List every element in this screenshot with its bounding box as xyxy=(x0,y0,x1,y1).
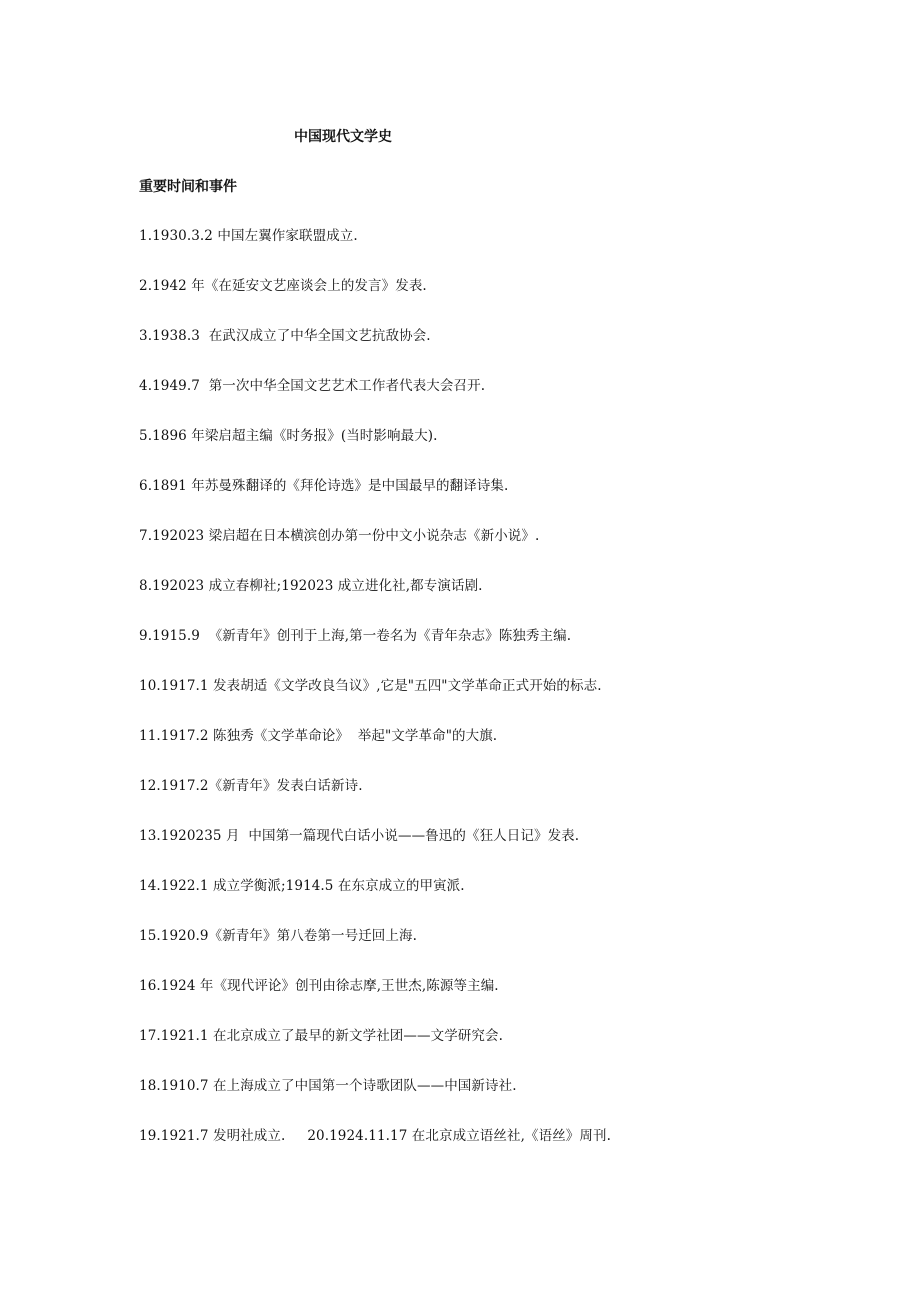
event-item: 18.1910.7 在上海成立了中国第一个诗歌团队——中国新诗社. xyxy=(139,1078,517,1094)
event-item: 3.1938.3 在武汉成立了中华全国文艺抗敌协会. xyxy=(139,328,431,344)
event-item: 2.1942 年《在延安文艺座谈会上的发言》发表. xyxy=(139,278,427,294)
section-heading: 重要时间和事件 xyxy=(139,179,237,195)
event-item: 8.192023 成立春柳社;192023 成立进化社,都专演话剧. xyxy=(139,578,483,594)
event-item: 11.1917.2 陈独秀《文学革命论》 举起"文学革命"的大旗. xyxy=(139,728,498,744)
event-item: 15.1920.9《新青年》第八卷第一号迁回上海. xyxy=(139,928,417,944)
event-item: 9.1915.9 《新青年》创刊于上海,第一卷名为《青年杂志》陈独秀主编. xyxy=(139,628,572,644)
event-item: 16.1924 年《现代评论》创刊由徐志摩,王世杰,陈源等主编. xyxy=(139,978,499,994)
event-item: 13.1920235 月 中国第一篇现代白话小说——鲁迅的《狂人日记》发表. xyxy=(139,828,580,844)
event-item: 19.1921.7 发明社成立. 20.1924.11.17 在北京成立语丝社,《语丝》周刊. xyxy=(139,1128,611,1144)
page-title: 中国现代文学史 xyxy=(294,129,392,145)
event-item: 14.1922.1 成立学衡派;1914.5 在东京成立的甲寅派. xyxy=(139,878,465,894)
event-item: 7.192023 梁启超在日本横滨创办第一份中文小说杂志《新小说》. xyxy=(139,528,540,544)
event-item: 1.1930.3.2 中国左翼作家联盟成立. xyxy=(139,228,358,244)
event-item: 12.1917.2《新青年》发表白话新诗. xyxy=(139,778,363,794)
event-item: 17.1921.1 在北京成立了最早的新文学社团——文学研究会. xyxy=(139,1028,503,1044)
event-item: 5.1896 年梁启超主编《时务报》(当时影响最大). xyxy=(139,428,438,444)
event-list xyxy=(139,226,859,1176)
event-item: 6.1891 年苏曼殊翻译的《拜伦诗选》是中国最早的翻译诗集. xyxy=(139,478,509,494)
event-item: 10.1917.1 发表胡适《文学改良刍议》,它是"五四"文学革命正式开始的标志. xyxy=(139,678,602,694)
event-item: 4.1949.7 第一次中华全国文艺艺术工作者代表大会召开. xyxy=(139,378,486,394)
